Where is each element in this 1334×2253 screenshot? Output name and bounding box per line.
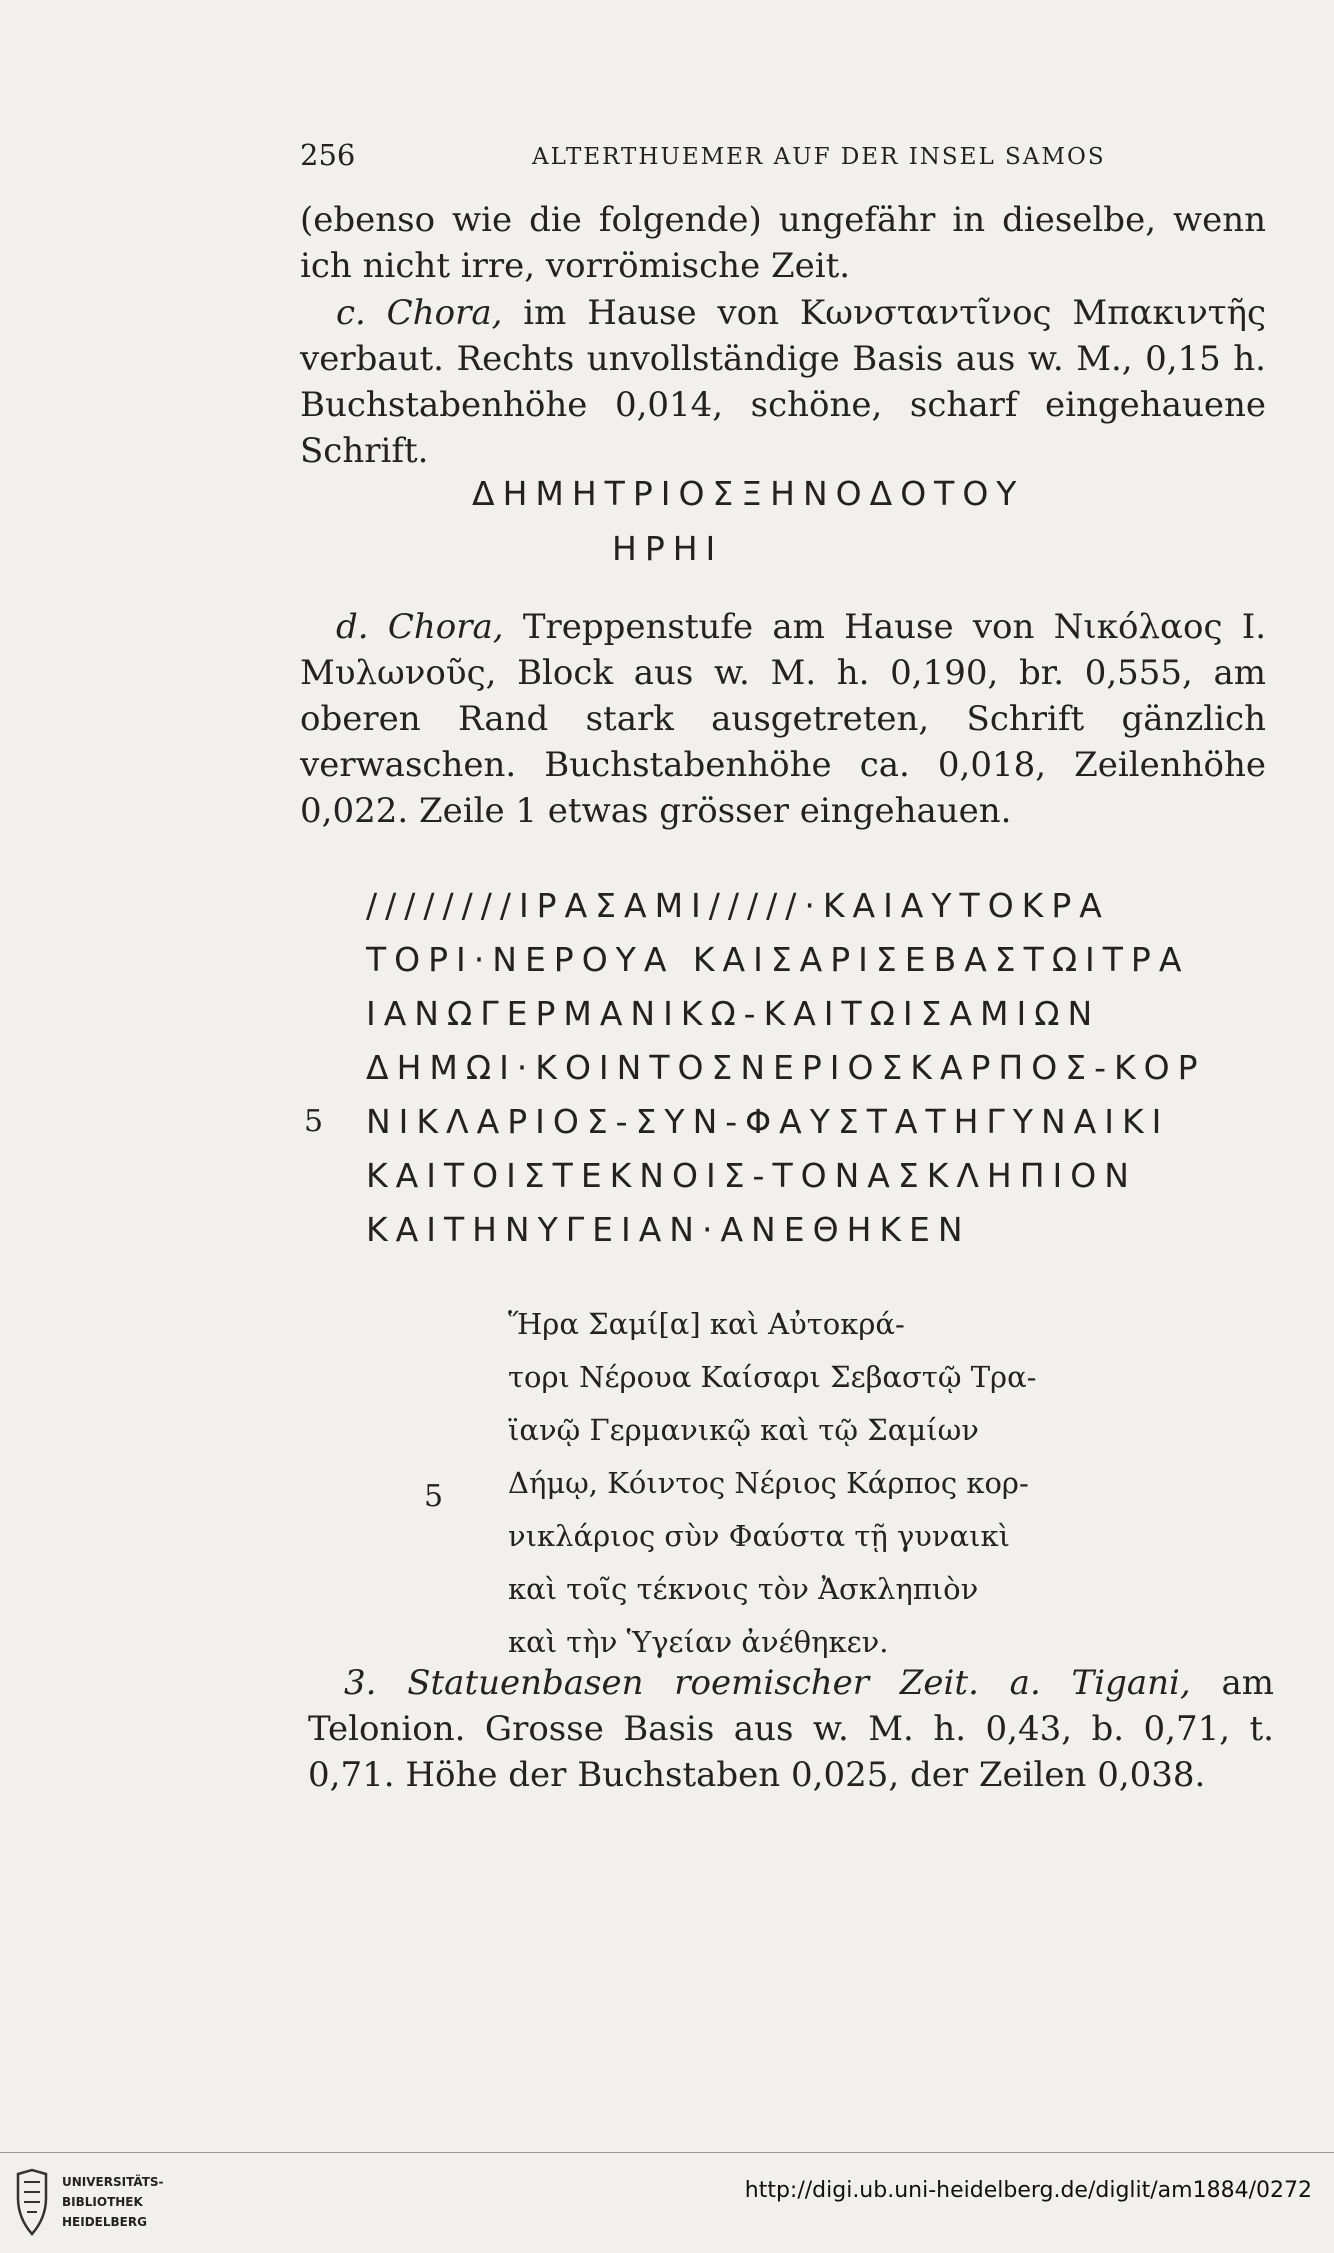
library-name-line-3: HEIDELBERG [62, 2215, 147, 2229]
footer-divider [0, 2152, 1334, 2153]
paragraph-d [300, 604, 1266, 834]
paragraph-continuation: (ebenso wie die folgende) ungefähr in dieselbe, wenn ich nicht irre, vorrömische Zeit. [300, 200, 1266, 286]
library-logo [14, 2168, 174, 2238]
library-name-line-2: BIBLIOTHEK [62, 2195, 143, 2209]
paragraph-c [300, 290, 1266, 474]
transcription-line-4: Δήμῳ, Κόιντος Νέριος Κάρπος κορ- [508, 1466, 1029, 1500]
library-seal-icon [14, 2168, 50, 2238]
paragraph-d-text: Treppenstufe am Hause von Νικόλαος Ι. Μυλωνοῦς, Block aus w. M. h. 0,190, br. 0,555, am oberen Rand stark ausgetreten, Schrift gänzlich verwaschen. Buchstabenhöhe ca. 0,018, Zeilenhöhe 0,022. Zeile 1 etwas grösser eingehauen. [300, 607, 1267, 831]
paragraph-c-text: im Hause von Κωνσταντῖνος Μπακιντῆς verbaut. Rechts unvollständige Basis aus w. M., 0,15 h. Buchstabenhöhe 0,014, schöne, scharf eingehauene Schrift. [300, 293, 1267, 471]
paragraph-c-label: c. Chora, [336, 293, 503, 333]
inscription-d-line-7: ΚΑΙΤΗΝΥΓΕΙΑΝ·ΑΝΕΘΗΚΕΝ [366, 1210, 971, 1249]
inscription-c-line-2: ΗΡΗΙ [612, 529, 724, 568]
transcription-line-3: ϊανῷ Γερμανικῷ καὶ τῷ Σαμίων [508, 1413, 979, 1447]
transcription-line-7: καὶ τὴν Ὑγείαν ἀνέθηκεν. [508, 1625, 889, 1659]
library-name [62, 2172, 164, 2232]
transcription-line-2: τορι Νέρουα Καίσαρι Σεβαστῷ Τρα- [508, 1360, 1037, 1394]
inscription-d-line-number: 5 [304, 1104, 324, 1139]
transcription [508, 1298, 1036, 1669]
paragraph-3-label: 3. Statuenbasen roemischer Zeit. a. Tigani, [344, 1663, 1191, 1703]
transcription-line-5: νικλάριος σὺν Φαύστα τῇ γυναικὶ [508, 1519, 1011, 1553]
page-number: 256 [300, 138, 356, 172]
running-title: ALTERTHUEMER AUF DER INSEL SAMOS [532, 144, 1106, 170]
inscription-d-line-6: ΚΑΙΤΟΙΣΤΕΚΝΟΙΣ-ΤΟΝΑΣΚΛΗΠΙΟΝ [366, 1156, 1137, 1195]
inscription-d-line-2: ΤΟΡΙ·ΝΕΡΟΥΑ ΚΑΙΣΑΡΙΣΕΒΑΣΤΩΙΤΡΑ [366, 940, 1190, 979]
source-url-link[interactable]: http://digi.ub.uni-heidelberg.de/diglit/am1884/0272 [744, 2178, 1312, 2203]
inscription-d-line-5: ΝΙΚΛΑΡΙΟΣ-ΣΥΝ-ΦΑΥΣΤΑΤΗΓΥΝΑΙΚΙ [366, 1102, 1170, 1141]
transcription-line-6: καὶ τοῖς τέκνοις τὸν Ἀσκληπιὸν [508, 1572, 979, 1606]
transcription-line-1: Ἥρα Σαμί[α] καὶ Αὐτοκρά- [508, 1307, 905, 1341]
inscription-c-line-1: ΔΗΜΗΤΡΙΟΣΞΗΝΟΔΟΤΟΥ [472, 474, 1025, 513]
library-name-line-1: UNIVERSITÄTS- [62, 2175, 164, 2189]
paragraph-3-text: am Telonion. Grosse Basis aus w. M. h. 0,43, b. 0,71, t. 0,71. Höhe der Buchstaben 0,025, der Zeilen 0,038. [308, 1663, 1274, 1795]
paragraph-3 [308, 1660, 1274, 1798]
inscription-d-line-4: ΔΗΜΩΙ·ΚΟΙΝΤΟΣΝΕΡΙΟΣΚΑΡΠΟΣ-ΚΟΡ [366, 1048, 1206, 1087]
paragraph-d-label: d. Chora, [336, 607, 504, 647]
inscription-d-line-3: ΙΑΝΩΓΕΡΜΑΝΙΚΩ-ΚΑΙΤΩΙΣΑΜΙΩΝ [366, 994, 1101, 1033]
inscription-d-line-1: ////////ΙΡΑΣΑΜΙ/////·ΚΑΙΑΥΤΟΚΡΑ [366, 886, 1110, 925]
page-header [300, 138, 1280, 178]
transcription-line-number: 5 [424, 1479, 444, 1514]
